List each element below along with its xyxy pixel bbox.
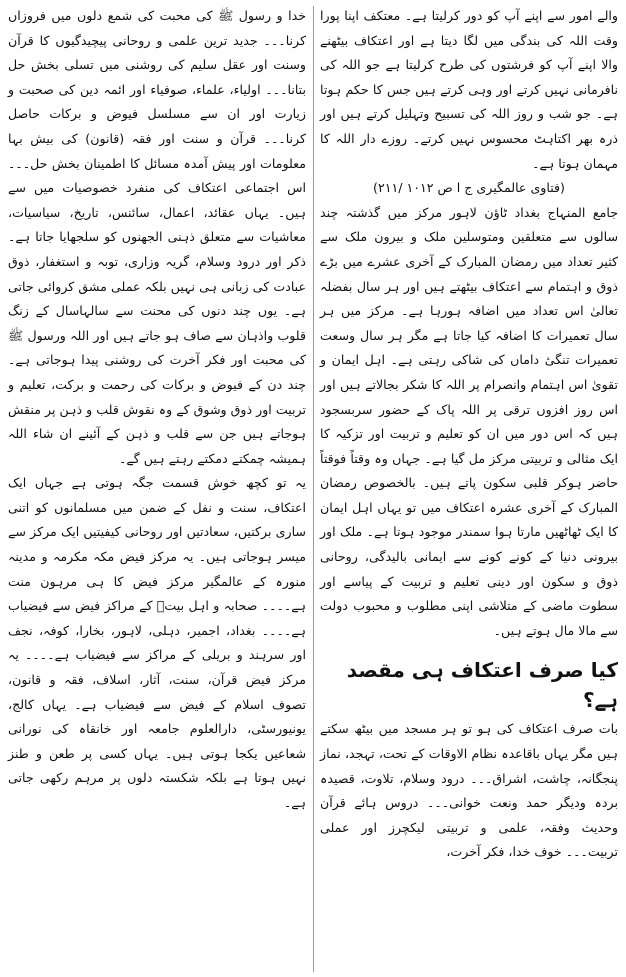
citation-fatawa-alamgiri: (فتاوی عالمگیری ج ا ص ۱۰۱۲ /۲۱۱): [373, 180, 565, 196]
paragraph-center-of-blessings: یہ تو کچھ خوش قسمت جگہ ہوتی ہے جہاں ایک اعتکاف، سنت و نفل کے ضمن میں مسلمانوں کو اتنی ساری برکتیں، سعادتیں اور روحانی کیفیتیں ایک مرکز سے میسر ہوجاتی ہیں۔ یہ مرکز فیض مکہ مکرمہ و مدینہ منورہ کے عالمگیر مرکز فیض کا ہی مرہون منت ہے۔۔۔۔ صحابہ و اہل بیتؓ کے مراکز فیض سے فیضیاب ہے۔۔۔۔ بغداد، اجمیر، دہلی، لاہور، بخارا، کوفہ، نجف اور سرہند و بریلی کے مراکز سے فیضیاب ہے۔۔۔۔ یہ مرکز فیض قرآن، سنت، آثار، اسلاف، فقہ و قانون، تصوف اسلام کے فیض سے فیضیاب ہے۔ یہاں کالج، یونیورسٹی، دارالعلوم جامعہ اور خانقاہ کی نورانی شعاعیں یکجا ہوتی ہیں۔ یہاں کسی پر طعن و طنز نہیں ہوتا ہے بلکہ شکستہ دلوں پر مرہم رکھی جاتی ہے۔: [8, 475, 306, 810]
left-column: [8, 4, 306, 816]
column-divider: [313, 6, 314, 972]
paragraph-itikaf-features: خدا و رسول ﷺ کی محبت کی شمع دلوں میں فروزاں کرنا۔۔۔ جدید ترین علمی و روحانی پیچیدگیوں کا قرآن وسنت اور عقل سلیم کی روشنی میں تسلی بخش حل بتانا۔۔۔ اولیاء، علماء، صوفیاء اور ائمہ دین کی صحبت و زیارت اور ان سے مسلسل فیوض و برکات حاصل کرنا۔۔۔ قرآن و سنت اور فقہ (قانون) کی بیش بہا معلومات اور پیش آمدہ مسائل کا اطمینان بخش حل۔۔۔ اس اجتماعی اعتکاف کی منفرد خصوصیات میں سے ہیں۔ یہاں عقائد، اعمال، سائنس، تاریخ، سیاسیات، معاشیات سے متعلق ذہنی الجھنوں کو سلجھایا جاتا ہے۔ ذکر اور درود وسلام، گریہ وزاری، توبہ و استغفار، ذوق عبادت کی زبانی ہی نہیں بلکہ عملی مشق کروائی جاتی ہے۔ یوں چند دنوں کی محنت سے سالہاسال کے زنگ قلوب واذہان سے صاف ہو جاتے ہیں اور اللہ ورسول ﷺ کی محبت اور فکر آخرت کی روشنی پیدا ہوجاتی ہے۔ چند دن کے فیوض و برکات کی رحمت و برکت، تعلیم و تربیت اور ذوق وشوق کے وہ نقوش قلب و ذہن پر منقش ہوجاتے ہیں جن سے قلب و ذہن کے آئینے ان شاء اللہ ہمیشہ چمکتے دمکتے رہتے ہیں گے۔: [8, 8, 306, 466]
right-column: [320, 4, 618, 865]
paragraph-only-itikaf: بات صرف اعتکاف کی ہو تو ہر مسجد میں بیٹھ سکتے ہیں مگر یہاں باقاعدہ نظام الاوقات کے تحت، تہجد، نماز پنجگانہ، چاشت، اشراق۔۔۔ درود وسلام، تلاوت، قصیدہ بردہ ودیگر حمد ونعت خوانی۔۔۔ دروس ہائے قرآن وحدیث وفقہ، علمی و تربیتی لیکچرز اور عملی تربیت۔۔۔ خوف خدا، فکر آخرت،: [320, 721, 618, 860]
section-heading: کیا صرف اعتکاف ہی مقصد ہے؟: [346, 658, 618, 713]
paragraph-jamia-minhaj: جامع المنہاج بغداد ٹاؤن لاہور مرکز میں گذشتہ چند سالوں سے متعلقین ومتوسلین ملک و بیرون ملک سے کثیر تعداد میں رمضان المبارک کے آخری عشرے میں بڑے ذوق و اہتمام سے اعتکاف بیٹھتے ہیں اور ہر سال بفضلہ تعالیٰ اس تعداد میں اضافہ ہورہا ہے۔ مرکز میں ہر سال تعمیرات کا اضافہ کیا جاتا ہے مگر ہر سال وسعت تعمیرات تنگیٔ داماں کی شاکی رہتی ہے۔ اہل ایمان و تقویٰ اس اہتمام وانصرام پر اللہ کا شکر بجالاتے ہیں اور اس روز افزوں ترقی پر اللہ پاک کے حضور سربسجود ہیں کہ اس دور میں ان کو تعلیم و تربیت اور تزکیہ کا ایک مثالی و تربیتی مرکز مل گیا ہے۔ جہاں وہ وقتاً فوقتاً حاضر ہوکر قلبی سکون پاتے ہیں۔ بالخصوص رمضان المبارک کے آخری عشرہ اعتکاف میں تو یہاں اہل ایمان کا ایک ٹھاٹھیں مارتا ہوا سمندر موجود ہوتا ہے۔ ملک اور بیرونی دنیا کے کونے کونے سے ایمانی بالیدگی، روحانی ذوق و سکون اور دینی تعلیم و تربیت کے پیاسے اور سطوت ماضی کے متلاشی اپنی مطلوب و محبوب دولت سے مالا مال ہوتے ہیں۔: [320, 204, 618, 638]
paragraph-itikaf-angels: والے امور سے اپنے آپ کو دور کرلیتا ہے۔ معتکف اپنا پورا وقت اللہ کی بندگی میں لگا دیتا ہے اور اعتکاف بیٹھنے والا اپنے آپ کو فرشتوں کی طرح کرلیتا ہے جو اللہ کی نافرمانی نہیں کرتے اور وہی کرتے ہیں جس کا حکم ہوتا ہے۔ جو شب و روز اللہ کی تسبیح وتہلیل کرتے ہیں اور ذرہ بھر اکتاہٹ محسوس نہیں کرتے۔ روزے دار اللہ کا مہمان ہوتا ہے۔: [320, 8, 618, 171]
